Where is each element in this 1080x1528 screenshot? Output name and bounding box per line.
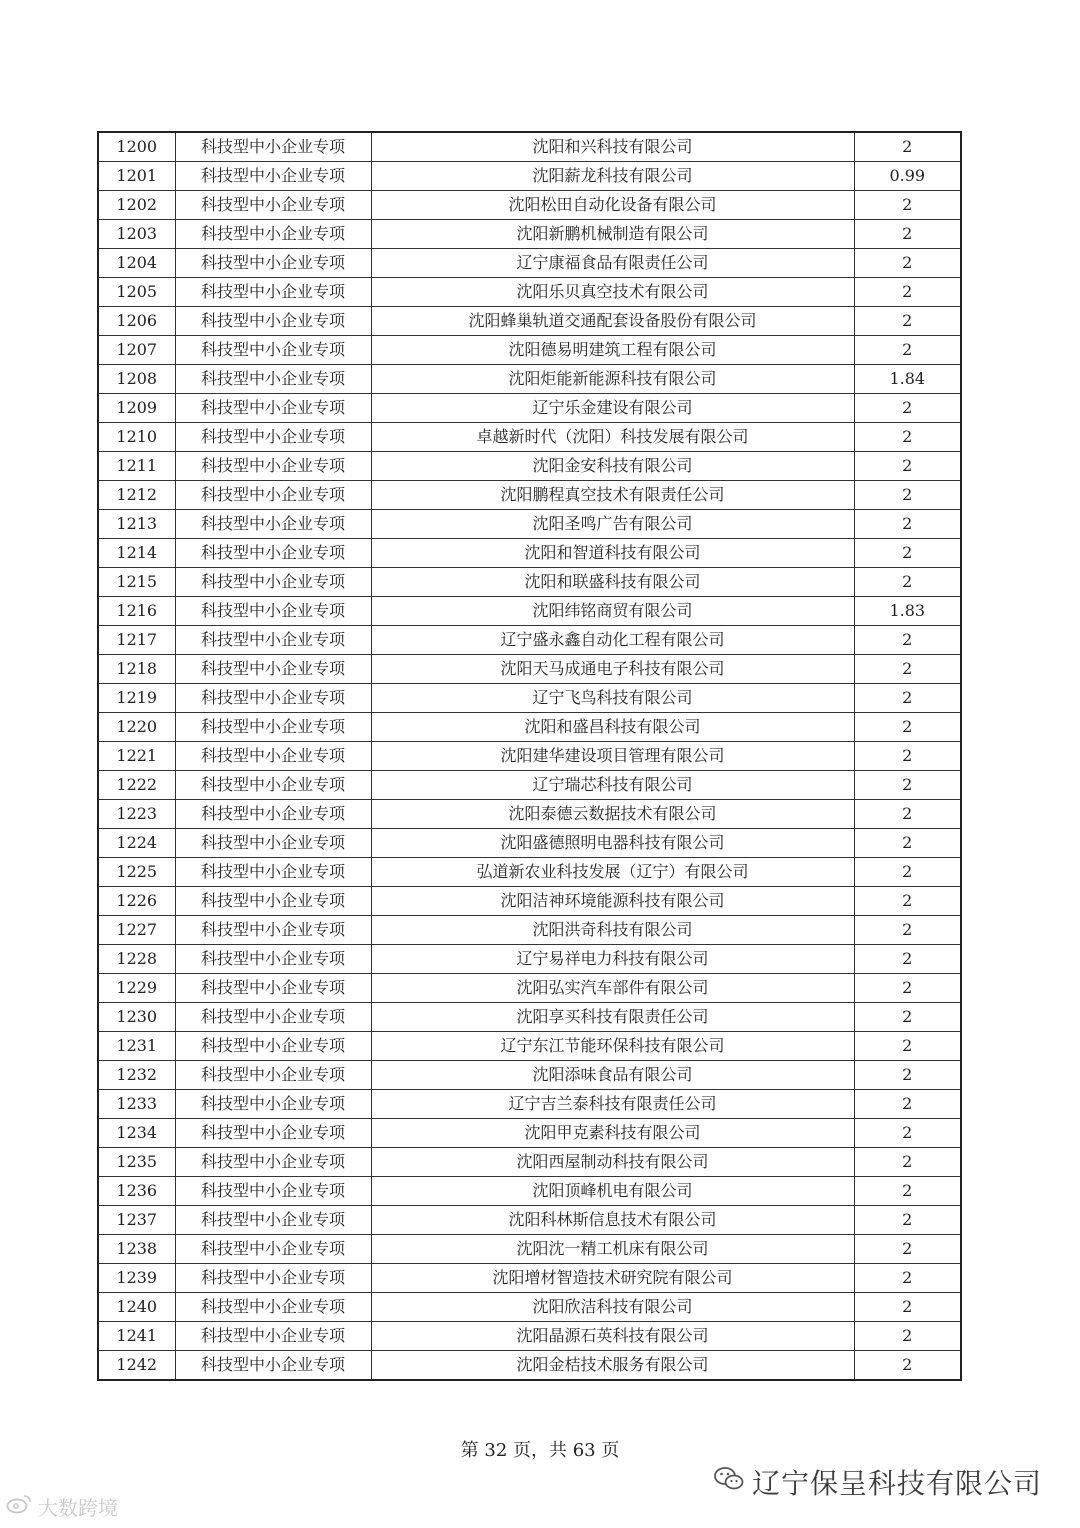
company-name-cell: 沈阳洪奇科技有限公司 [371,916,854,945]
amount-cell: 2 [854,394,961,423]
table-row [98,1351,961,1381]
table-row [98,1032,961,1061]
company-name-cell: 沈阳欣洁科技有限公司 [371,1293,854,1322]
amount-cell: 2 [854,1322,961,1351]
row-number-cell: 1217 [98,626,175,655]
amount-cell: 2 [854,1351,961,1381]
project-type-cell: 科技型中小企业专项 [175,742,371,771]
amount-cell: 2 [854,423,961,452]
amount-cell: 2 [854,307,961,336]
table-row [98,423,961,452]
table-row [98,510,961,539]
project-type-cell: 科技型中小企业专项 [175,1148,371,1177]
table-row [98,829,961,858]
company-name-cell: 沈阳和兴科技有限公司 [371,132,854,162]
table-row [98,307,961,336]
table-row [98,626,961,655]
amount-cell: 2 [854,742,961,771]
table-row [98,655,961,684]
company-name-cell: 沈阳德易明建筑工程有限公司 [371,336,854,365]
company-name-cell: 辽宁盛永鑫自动化工程有限公司 [371,626,854,655]
company-name-cell: 沈阳甲克素科技有限公司 [371,1119,854,1148]
table-row [98,278,961,307]
project-type-cell: 科技型中小企业专项 [175,1177,371,1206]
row-number-cell: 1215 [98,568,175,597]
company-name-cell: 沈阳松田自动化设备有限公司 [371,191,854,220]
project-type-cell: 科技型中小企业专项 [175,713,371,742]
project-type-cell: 科技型中小企业专项 [175,539,371,568]
project-type-cell: 科技型中小企业专项 [175,800,371,829]
company-name-cell: 沈阳圣鸣广告有限公司 [371,510,854,539]
table-row [98,539,961,568]
amount-cell: 2 [854,655,961,684]
table-row [98,394,961,423]
project-type-cell: 科技型中小企业专项 [175,1032,371,1061]
company-name-cell: 沈阳金安科技有限公司 [371,452,854,481]
row-number-cell: 1206 [98,307,175,336]
company-name-cell: 沈阳晶源石英科技有限公司 [371,1322,854,1351]
row-number-cell: 1211 [98,452,175,481]
company-name-cell: 沈阳乐贝真空技术有限公司 [371,278,854,307]
row-number-cell: 1241 [98,1322,175,1351]
project-type-cell: 科技型中小企业专项 [175,336,371,365]
table-row [98,365,961,394]
project-type-cell: 科技型中小企业专项 [175,510,371,539]
project-type-cell: 科技型中小企业专项 [175,1061,371,1090]
row-number-cell: 1223 [98,800,175,829]
page-number: 第 32 页，共 63 页 [460,1440,620,1461]
company-name-cell: 辽宁东江节能环保科技有限公司 [371,1032,854,1061]
company-name-cell: 辽宁康福食品有限责任公司 [371,249,854,278]
amount-cell: 2 [854,1061,961,1090]
project-type-cell: 科技型中小企业专项 [175,568,371,597]
amount-cell: 0.99 [854,162,961,191]
amount-cell: 2 [854,771,961,800]
table-row [98,1003,961,1032]
amount-cell: 2 [854,1206,961,1235]
table-body [98,132,961,1380]
row-number-cell: 1229 [98,974,175,1003]
amount-cell: 2 [854,945,961,974]
amount-cell: 2 [854,1003,961,1032]
company-name-cell: 沈阳沈一精工机床有限公司 [371,1235,854,1264]
amount-cell: 2 [854,974,961,1003]
company-name-cell: 辽宁乐金建设有限公司 [371,394,854,423]
table-row [98,887,961,916]
project-type-cell: 科技型中小企业专项 [175,1293,371,1322]
amount-cell: 2 [854,481,961,510]
project-type-cell: 科技型中小企业专项 [175,307,371,336]
amount-cell: 2 [854,829,961,858]
project-type-cell: 科技型中小企业专项 [175,626,371,655]
watermark [6,1492,118,1521]
row-number-cell: 1237 [98,1206,175,1235]
amount-cell: 2 [854,916,961,945]
table-row [98,945,961,974]
amount-cell: 2 [854,1032,961,1061]
company-name-cell: 辽宁飞鸟科技有限公司 [371,684,854,713]
amount-cell: 2 [854,887,961,916]
company-name-cell: 沈阳盛德照明电器科技有限公司 [371,829,854,858]
amount-cell: 1.83 [854,597,961,626]
table-row [98,1177,961,1206]
row-number-cell: 1240 [98,1293,175,1322]
company-name-cell: 沈阳天马成通电子科技有限公司 [371,655,854,684]
table-row [98,191,961,220]
project-type-cell: 科技型中小企业专项 [175,887,371,916]
table-row [98,1148,961,1177]
company-name-cell: 沈阳和盛昌科技有限公司 [371,713,854,742]
amount-cell: 2 [854,1264,961,1293]
row-number-cell: 1209 [98,394,175,423]
amount-cell: 2 [854,858,961,887]
table-row [98,684,961,713]
amount-cell: 2 [854,568,961,597]
row-number-cell: 1242 [98,1351,175,1381]
amount-cell: 2 [854,1148,961,1177]
row-number-cell: 1219 [98,684,175,713]
amount-cell: 2 [854,684,961,713]
company-name-cell: 沈阳弘实汽车部件有限公司 [371,974,854,1003]
table-row [98,916,961,945]
row-number-cell: 1234 [98,1119,175,1148]
project-type-cell: 科技型中小企业专项 [175,220,371,249]
project-type-cell: 科技型中小企业专项 [175,132,371,162]
table-row [98,974,961,1003]
row-number-cell: 1220 [98,713,175,742]
amount-cell: 2 [854,800,961,829]
project-type-cell: 科技型中小企业专项 [175,945,371,974]
project-type-cell: 科技型中小企业专项 [175,916,371,945]
company-name-cell: 沈阳科林斯信息技术有限公司 [371,1206,854,1235]
table-row [98,1119,961,1148]
row-number-cell: 1239 [98,1264,175,1293]
row-number-cell: 1218 [98,655,175,684]
row-number-cell: 1238 [98,1235,175,1264]
data-table [97,131,962,1381]
table-row [98,568,961,597]
company-name-cell: 沈阳鹏程真空技术有限责任公司 [371,481,854,510]
project-type-cell: 科技型中小企业专项 [175,249,371,278]
project-type-cell: 科技型中小企业专项 [175,655,371,684]
project-type-cell: 科技型中小企业专项 [175,162,371,191]
amount-cell: 2 [854,1235,961,1264]
project-type-cell: 科技型中小企业专项 [175,1119,371,1148]
weibo-icon [6,1493,32,1520]
table-row [98,1090,961,1119]
amount-cell: 2 [854,510,961,539]
project-type-cell: 科技型中小企业专项 [175,1090,371,1119]
project-type-cell: 科技型中小企业专项 [175,481,371,510]
amount-cell: 2 [854,132,961,162]
company-name-cell: 沈阳和联盛科技有限公司 [371,568,854,597]
row-number-cell: 1235 [98,1148,175,1177]
project-type-cell: 科技型中小企业专项 [175,858,371,887]
row-number-cell: 1231 [98,1032,175,1061]
table-row [98,742,961,771]
row-number-cell: 1226 [98,887,175,916]
company-name-cell: 沈阳蜂巢轨道交通配套设备股份有限公司 [371,307,854,336]
company-name-cell: 沈阳薪龙科技有限公司 [371,162,854,191]
row-number-cell: 1212 [98,481,175,510]
row-number-cell: 1202 [98,191,175,220]
row-number-cell: 1207 [98,336,175,365]
company-name-cell: 沈阳建华建设项目管理有限公司 [371,742,854,771]
company-name-cell: 辽宁瑞芯科技有限公司 [371,771,854,800]
row-number-cell: 1233 [98,1090,175,1119]
row-number-cell: 1216 [98,597,175,626]
company-name-cell: 沈阳顶峰机电有限公司 [371,1177,854,1206]
amount-cell: 2 [854,336,961,365]
table-row [98,858,961,887]
project-type-cell: 科技型中小企业专项 [175,278,371,307]
company-name-cell: 辽宁吉兰泰科技有限责任公司 [371,1090,854,1119]
company-name-cell: 沈阳新鹏机械制造有限公司 [371,220,854,249]
row-number-cell: 1201 [98,162,175,191]
company-name-cell: 沈阳洁神环境能源科技有限公司 [371,887,854,916]
table-row [98,220,961,249]
row-number-cell: 1232 [98,1061,175,1090]
watermark-text: 大数跨境 [38,1496,118,1520]
table-row [98,597,961,626]
project-type-cell: 科技型中小企业专项 [175,1235,371,1264]
company-name-cell: 沈阳添味食品有限公司 [371,1061,854,1090]
project-type-cell: 科技型中小企业专项 [175,1322,371,1351]
row-number-cell: 1214 [98,539,175,568]
amount-cell: 1.84 [854,365,961,394]
project-type-cell: 科技型中小企业专项 [175,1351,371,1381]
table-row [98,1322,961,1351]
project-type-cell: 科技型中小企业专项 [175,771,371,800]
table-row [98,771,961,800]
table-row [98,336,961,365]
amount-cell: 2 [854,1090,961,1119]
row-number-cell: 1204 [98,249,175,278]
table-row [98,132,961,162]
company-name-cell: 辽宁易祥电力科技有限公司 [371,945,854,974]
company-name-cell: 弘道新农业科技发展（辽宁）有限公司 [371,858,854,887]
company-name-cell: 沈阳和智道科技有限公司 [371,539,854,568]
row-number-cell: 1225 [98,858,175,887]
project-type-cell: 科技型中小企业专项 [175,452,371,481]
amount-cell: 2 [854,191,961,220]
row-number-cell: 1213 [98,510,175,539]
company-name-cell: 沈阳享买科技有限责任公司 [371,1003,854,1032]
table-row [98,249,961,278]
amount-cell: 2 [854,713,961,742]
company-name-cell: 沈阳炬能新能源科技有限公司 [371,365,854,394]
table-row [98,481,961,510]
row-number-cell: 1230 [98,1003,175,1032]
amount-cell: 2 [854,1177,961,1206]
row-number-cell: 1205 [98,278,175,307]
table-row [98,162,961,191]
project-type-cell: 科技型中小企业专项 [175,829,371,858]
amount-cell: 2 [854,220,961,249]
brand-account [714,1462,1042,1502]
amount-cell: 2 [854,1119,961,1148]
table-row [98,1235,961,1264]
row-number-cell: 1228 [98,945,175,974]
project-type-cell: 科技型中小企业专项 [175,423,371,452]
table-row [98,1061,961,1090]
table-row [98,1264,961,1293]
row-number-cell: 1208 [98,365,175,394]
amount-cell: 2 [854,1293,961,1322]
table-row [98,1206,961,1235]
row-number-cell: 1200 [98,132,175,162]
row-number-cell: 1236 [98,1177,175,1206]
project-type-cell: 科技型中小企业专项 [175,974,371,1003]
row-number-cell: 1222 [98,771,175,800]
amount-cell: 2 [854,626,961,655]
amount-cell: 2 [854,452,961,481]
project-type-cell: 科技型中小企业专项 [175,365,371,394]
table-row [98,1293,961,1322]
company-name-cell: 卓越新时代（沈阳）科技发展有限公司 [371,423,854,452]
company-name-cell: 沈阳纬铭商贸有限公司 [371,597,854,626]
table-row [98,713,961,742]
project-type-cell: 科技型中小企业专项 [175,1003,371,1032]
company-name-cell: 沈阳泰德云数据技术有限公司 [371,800,854,829]
project-type-cell: 科技型中小企业专项 [175,1206,371,1235]
project-type-cell: 科技型中小企业专项 [175,597,371,626]
row-number-cell: 1203 [98,220,175,249]
wechat-icon [714,1466,744,1499]
project-type-cell: 科技型中小企业专项 [175,1264,371,1293]
row-number-cell: 1224 [98,829,175,858]
amount-cell: 2 [854,249,961,278]
amount-cell: 2 [854,278,961,307]
company-name-cell: 沈阳西屋制动科技有限公司 [371,1148,854,1177]
table-row [98,452,961,481]
company-name-cell: 沈阳金桔技术服务有限公司 [371,1351,854,1381]
project-type-cell: 科技型中小企业专项 [175,684,371,713]
amount-cell: 2 [854,539,961,568]
table-row [98,800,961,829]
row-number-cell: 1227 [98,916,175,945]
row-number-cell: 1210 [98,423,175,452]
company-name-cell: 沈阳增材智造技术研究院有限公司 [371,1264,854,1293]
project-type-cell: 科技型中小企业专项 [175,394,371,423]
row-number-cell: 1221 [98,742,175,771]
project-type-cell: 科技型中小企业专项 [175,191,371,220]
brand-name: 辽宁保呈科技有限公司 [751,1467,1042,1500]
